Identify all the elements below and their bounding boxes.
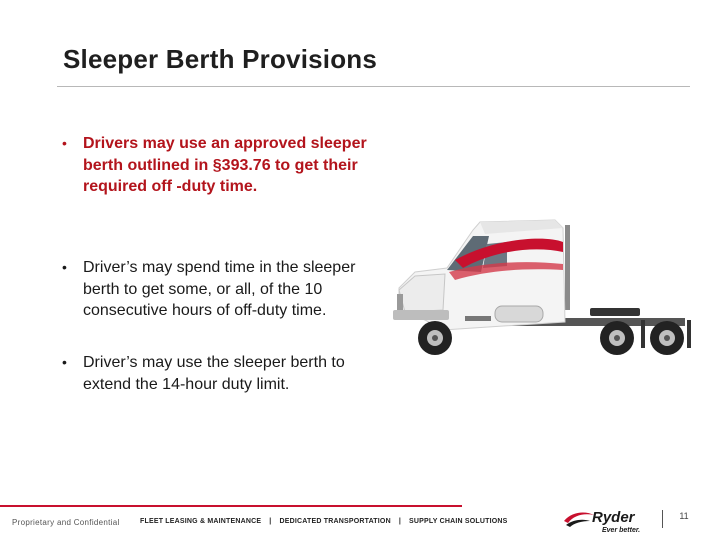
- footer-divider: [0, 505, 462, 507]
- footer-tagline: [140, 518, 508, 525]
- tagline-item: DEDICATED TRANSPORTATION: [279, 518, 391, 525]
- ryder-logo: [560, 505, 655, 535]
- logo-divider: [662, 510, 663, 528]
- bullet-dot: •: [62, 354, 67, 370]
- footer-confidential: Proprietary and Confidential: [12, 518, 120, 527]
- tagline-item: FLEET LEASING & MAINTENANCE: [140, 518, 262, 525]
- semi-truck-image: [385, 210, 695, 370]
- bullet-dot: •: [62, 259, 67, 275]
- bullet-text: Drivers may use an approved sleeper berth outlined in §393.76 to get their required off -duty time.: [83, 135, 367, 195]
- tagline-separator: |: [269, 518, 272, 525]
- bullet-text: Driver’s may spend time in the sleeper berth to get some, or all, of the 10 consecutive hours of off-duty time.: [83, 259, 356, 319]
- logo-wordmark: Ryder: [592, 509, 635, 526]
- tagline-item: SUPPLY CHAIN SOLUTIONS: [409, 518, 508, 525]
- tagline-separator: |: [398, 518, 401, 525]
- bullet-text: Driver’s may use the sleeper berth to extend the 14-hour duty limit.: [83, 354, 345, 393]
- bullet-dot: •: [62, 135, 67, 151]
- slide-title: Sleeper Berth Provisions: [63, 44, 378, 74]
- title-divider: [57, 86, 690, 87]
- page-number: 11: [679, 511, 689, 521]
- logo-tagline: Ever better.: [602, 527, 641, 534]
